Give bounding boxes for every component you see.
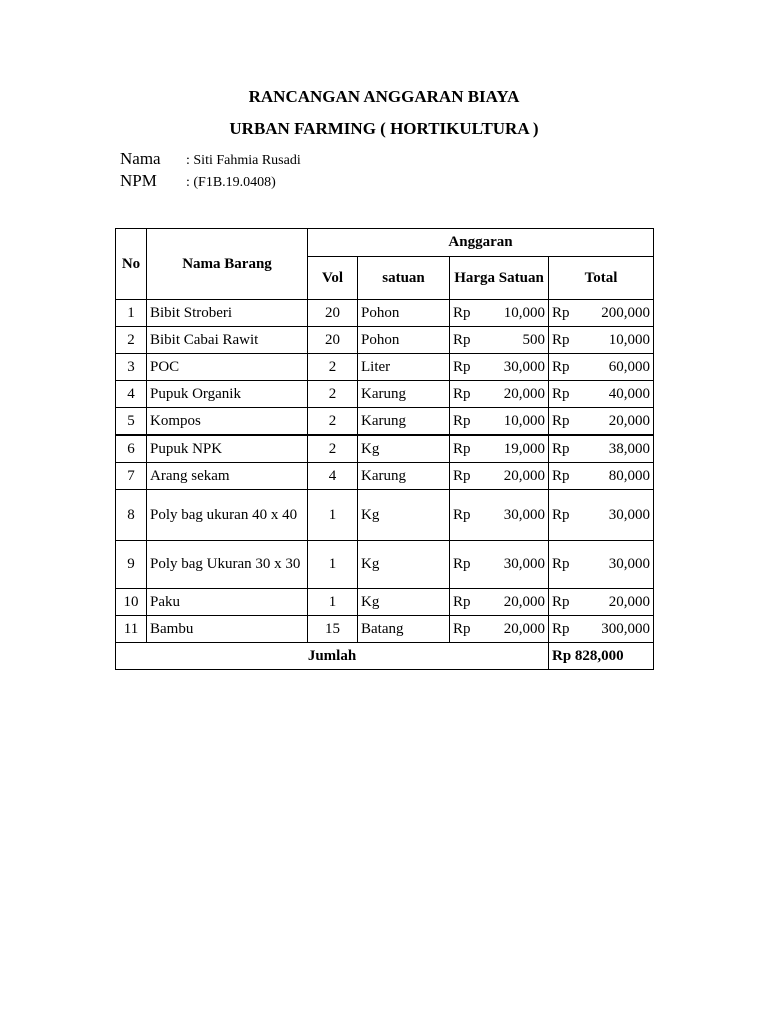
row-vol: 1 xyxy=(308,541,358,589)
currency-label: Rp xyxy=(453,412,471,429)
total-amount: 80,000 xyxy=(608,467,650,484)
row-vol: 20 xyxy=(308,327,358,354)
currency-label: Rp xyxy=(453,358,471,375)
harga-amount: 20,000 xyxy=(503,593,545,610)
row-total xyxy=(549,408,654,436)
row-vol: 2 xyxy=(308,435,358,463)
jumlah-value: Rp 828,000 xyxy=(549,643,654,670)
row-nama-barang: POC xyxy=(147,354,308,381)
row-total xyxy=(549,463,654,490)
row-no: 5 xyxy=(116,408,147,436)
row-nama-barang: Kompos xyxy=(147,408,308,436)
row-harga-satuan xyxy=(450,589,549,616)
row-vol: 2 xyxy=(308,354,358,381)
row-total xyxy=(549,589,654,616)
npm-row xyxy=(120,171,276,193)
harga-amount: 30,000 xyxy=(503,506,545,523)
row-vol: 2 xyxy=(308,381,358,408)
table-row xyxy=(116,327,654,354)
row-no: 10 xyxy=(116,589,147,616)
row-nama-barang: Bibit Cabai Rawit xyxy=(147,327,308,354)
row-harga-satuan xyxy=(450,354,549,381)
currency-label: Rp xyxy=(552,506,570,523)
currency-label: Rp xyxy=(552,358,570,375)
total-amount: 300,000 xyxy=(601,620,650,637)
row-satuan: Pohon xyxy=(358,300,450,327)
nama-row xyxy=(120,149,301,171)
total-amount: 20,000 xyxy=(608,593,650,610)
harga-amount: 20,000 xyxy=(503,467,545,484)
row-nama-barang: Poly bag ukuran 40 x 40 xyxy=(147,490,308,541)
table-header-row xyxy=(116,229,654,257)
npm-value: : (F1B.19.0408) xyxy=(186,175,276,190)
nama-value: : Siti Fahmia Rusadi xyxy=(186,153,301,168)
row-nama-barang: Pupuk NPK xyxy=(147,435,308,463)
table-row xyxy=(116,616,654,643)
row-total xyxy=(549,354,654,381)
table-row xyxy=(116,435,654,463)
header-satuan: satuan xyxy=(358,257,450,300)
row-harga-satuan xyxy=(450,435,549,463)
currency-label: Rp xyxy=(552,304,570,321)
row-vol: 15 xyxy=(308,616,358,643)
row-no: 2 xyxy=(116,327,147,354)
total-amount: 38,000 xyxy=(608,440,650,457)
table-row xyxy=(116,408,654,436)
row-total xyxy=(549,490,654,541)
total-amount: 200,000 xyxy=(601,304,650,321)
currency-label: Rp xyxy=(453,556,471,572)
harga-amount: 19,000 xyxy=(503,440,545,457)
row-harga-satuan xyxy=(450,463,549,490)
total-amount: 30,000 xyxy=(608,556,650,572)
row-nama-barang: Bambu xyxy=(147,616,308,643)
harga-amount: 10,000 xyxy=(503,304,545,321)
table-row xyxy=(116,490,654,541)
harga-amount: 30,000 xyxy=(503,358,545,375)
row-satuan: Karung xyxy=(358,463,450,490)
row-satuan: Kg xyxy=(358,435,450,463)
currency-label: Rp xyxy=(552,467,570,484)
row-satuan: Pohon xyxy=(358,327,450,354)
row-no: 6 xyxy=(116,435,147,463)
row-total xyxy=(549,381,654,408)
nama-label: Nama xyxy=(120,149,161,168)
currency-label: Rp xyxy=(552,620,570,637)
currency-label: Rp xyxy=(552,556,570,572)
currency-label: Rp xyxy=(453,331,471,348)
row-vol: 1 xyxy=(308,490,358,541)
total-amount: 60,000 xyxy=(608,358,650,375)
row-harga-satuan xyxy=(450,327,549,354)
jumlah-label: Jumlah xyxy=(116,643,549,670)
harga-amount: 500 xyxy=(522,331,545,348)
table-body xyxy=(116,300,654,643)
table-row xyxy=(116,541,654,589)
row-no: 9 xyxy=(116,541,147,589)
row-nama-barang: Paku xyxy=(147,589,308,616)
row-satuan: Kg xyxy=(358,589,450,616)
currency-label: Rp xyxy=(552,412,570,429)
currency-label: Rp xyxy=(453,506,471,523)
row-no: 8 xyxy=(116,490,147,541)
header-nama-barang: Nama Barang xyxy=(147,229,308,300)
row-total xyxy=(549,616,654,643)
currency-label: Rp xyxy=(453,304,471,321)
row-no: 7 xyxy=(116,463,147,490)
row-harga-satuan xyxy=(450,381,549,408)
header-harga-satuan: Harga Satuan xyxy=(450,257,549,300)
budget-table xyxy=(115,228,654,670)
currency-label: Rp xyxy=(453,467,471,484)
table-row xyxy=(116,381,654,408)
table-row xyxy=(116,300,654,327)
row-satuan: Karung xyxy=(358,381,450,408)
row-nama-barang: Arang sekam xyxy=(147,463,308,490)
row-satuan: Kg xyxy=(358,541,450,589)
row-nama-barang: Pupuk Organik xyxy=(147,381,308,408)
row-vol: 4 xyxy=(308,463,358,490)
currency-label: Rp xyxy=(552,593,570,610)
total-amount: 30,000 xyxy=(608,506,650,523)
row-nama-barang: Poly bag Ukuran 30 x 30 xyxy=(147,541,308,589)
currency-label: Rp xyxy=(552,385,570,402)
total-amount: 20,000 xyxy=(608,412,650,429)
row-vol: 1 xyxy=(308,589,358,616)
row-satuan: Kg xyxy=(358,490,450,541)
row-harga-satuan xyxy=(450,408,549,436)
row-harga-satuan xyxy=(450,616,549,643)
table-row xyxy=(116,463,654,490)
npm-label: NPM xyxy=(120,171,157,190)
currency-label: Rp xyxy=(453,385,471,402)
table-row xyxy=(116,589,654,616)
header-total: Total xyxy=(549,257,654,300)
header-vol: Vol xyxy=(308,257,358,300)
jumlah-row xyxy=(116,643,654,670)
document-subtitle: URBAN FARMING ( HORTIKULTURA ) xyxy=(229,119,539,138)
row-no: 1 xyxy=(116,300,147,327)
row-satuan: Liter xyxy=(358,354,450,381)
row-total xyxy=(549,300,654,327)
row-harga-satuan xyxy=(450,490,549,541)
currency-label: Rp xyxy=(453,620,471,637)
row-vol: 2 xyxy=(308,408,358,436)
document-title: RANCANGAN ANGGARAN BIAYA xyxy=(248,87,520,106)
harga-amount: 30,000 xyxy=(503,556,545,572)
total-amount: 10,000 xyxy=(608,331,650,348)
row-total xyxy=(549,327,654,354)
row-harga-satuan xyxy=(450,300,549,327)
table-row xyxy=(116,354,654,381)
currency-label: Rp xyxy=(552,440,570,457)
row-satuan: Batang xyxy=(358,616,450,643)
harga-amount: 20,000 xyxy=(503,385,545,402)
total-amount: 40,000 xyxy=(608,385,650,402)
row-harga-satuan xyxy=(450,541,549,589)
row-total xyxy=(549,435,654,463)
header-anggaran: Anggaran xyxy=(308,229,654,257)
row-no: 11 xyxy=(116,616,147,643)
currency-label: Rp xyxy=(552,331,570,348)
currency-label: Rp xyxy=(453,593,471,610)
row-no: 3 xyxy=(116,354,147,381)
currency-label: Rp xyxy=(453,440,471,457)
row-vol: 20 xyxy=(308,300,358,327)
row-satuan: Karung xyxy=(358,408,450,436)
harga-amount: 20,000 xyxy=(503,620,545,637)
row-no: 4 xyxy=(116,381,147,408)
harga-amount: 10,000 xyxy=(503,412,545,429)
row-total xyxy=(549,541,654,589)
row-nama-barang: Bibit Stroberi xyxy=(147,300,308,327)
header-no: No xyxy=(116,229,147,300)
